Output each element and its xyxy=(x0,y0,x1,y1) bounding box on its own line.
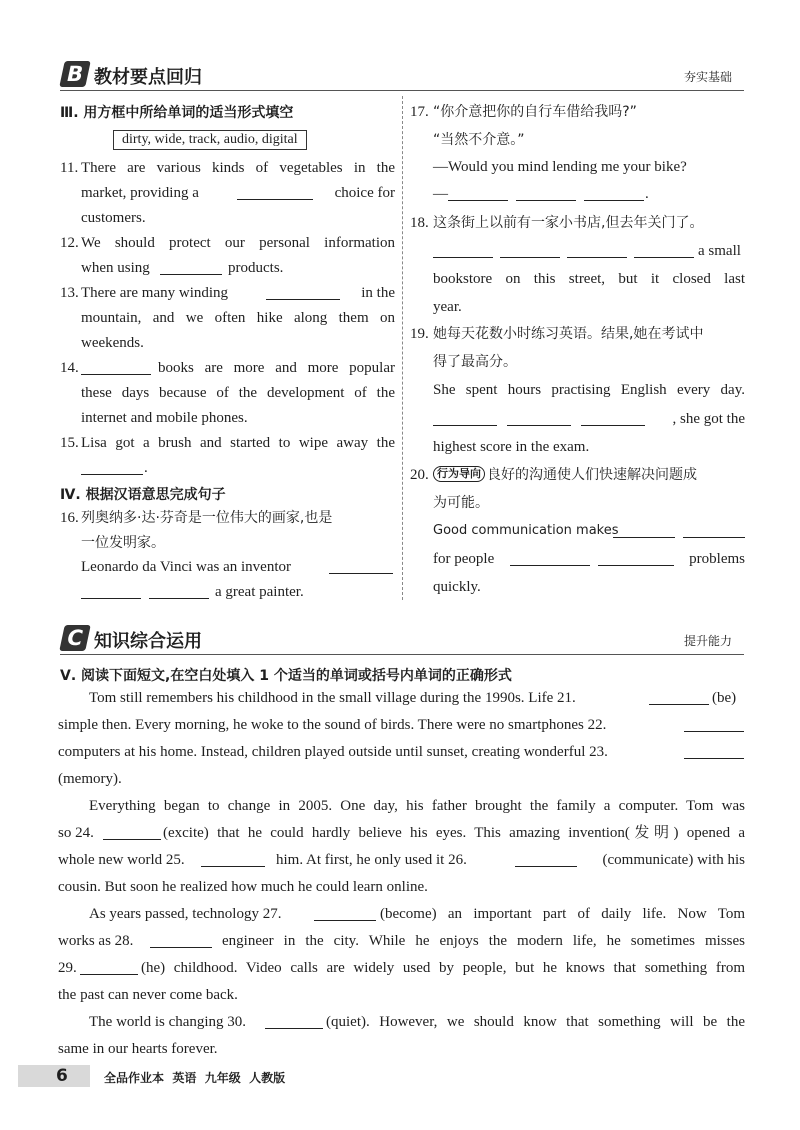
q18-blank-1[interactable] xyxy=(433,244,493,258)
q18-cn1: 这条街上以前有一家小书店,但去年关门了。 xyxy=(433,215,704,231)
p4-line1a: The world is changing 30. xyxy=(89,1014,247,1030)
q19-blank-1[interactable] xyxy=(433,412,497,426)
q14-number: 14. xyxy=(60,360,79,376)
q19-blank-2[interactable] xyxy=(507,412,571,426)
word-box: dirty, wide, track, audio, digital xyxy=(113,130,307,150)
q20-cn1-row xyxy=(433,465,697,485)
q12-number: 12. xyxy=(60,235,79,251)
blank-28[interactable] xyxy=(150,934,212,948)
q18-number: 18. xyxy=(410,215,429,231)
page-number-bar xyxy=(18,1065,90,1087)
blank-26[interactable] xyxy=(515,853,577,867)
q12-line1: We should protect our personal information xyxy=(81,235,395,251)
q20-en2a: for people xyxy=(433,551,495,567)
q11-number: 11. xyxy=(60,160,79,176)
section-c-rule xyxy=(60,654,744,655)
section-b-badge: B xyxy=(59,61,91,87)
p3-line1b: (become) an important part of daily life. Now Tom xyxy=(380,906,745,922)
q17-cn2: “当然不介意。” xyxy=(433,132,525,148)
p4-line1b: (quiet). However, we should know that something will be the xyxy=(326,1014,745,1030)
q19-en3: highest score in the exam. xyxy=(433,439,590,455)
p1-line4: (memory). xyxy=(58,771,122,787)
blank-24[interactable] xyxy=(103,826,161,840)
blank-27[interactable] xyxy=(314,907,376,921)
section-b-title: 教材要点回归 xyxy=(94,67,202,88)
p2-line3c: (communicate) with his xyxy=(602,852,745,868)
q16-cn2: 一位发明家。 xyxy=(81,535,165,551)
section-c-title: 知识综合运用 xyxy=(94,631,202,652)
q20-blank-4[interactable] xyxy=(598,552,674,566)
q17-en2b: . xyxy=(645,186,649,202)
q11-line1: There are various kinds of vegetables in the xyxy=(81,160,395,176)
q17-en2a: — xyxy=(433,186,448,202)
p2-line2a: so 24. xyxy=(58,825,94,841)
q16-cn1: 列奥纳多·达·芬奇是一位伟大的画家,也是 xyxy=(81,510,333,526)
q20-blank-2[interactable] xyxy=(683,524,745,538)
p2-line3b: him. At first, he only used it 26. xyxy=(276,852,467,868)
q11-blank[interactable] xyxy=(237,186,313,200)
p1-line3: computers at his home. Instead, children played outside until sunset, creating wonderful 23. xyxy=(58,744,608,760)
q16-en2: a great painter. xyxy=(215,584,304,600)
q17-blank-3[interactable] xyxy=(584,187,644,201)
q18-en2: bookstore on this street, but it closed last xyxy=(433,271,745,287)
blank-23[interactable] xyxy=(684,745,744,759)
q19-number: 19. xyxy=(410,326,429,342)
p3-line1a: As years passed, technology 27. xyxy=(89,906,282,922)
section-b-rule xyxy=(60,90,744,91)
q11-line2b: choice for xyxy=(334,185,395,201)
q11-line3: customers. xyxy=(81,210,146,226)
p2-line4: cousin. But soon he realized how much he could learn online. xyxy=(58,879,428,895)
q13-blank[interactable] xyxy=(266,286,340,300)
q18-blank-4[interactable] xyxy=(634,244,694,258)
q15-line1: Lisa got a brush and started to wipe away the xyxy=(81,435,395,451)
section-c-subtitle: 提升能力 xyxy=(684,634,733,648)
p3-line3b: (he) childhood. Video calls are widely used by people, but he knows that something from xyxy=(141,960,745,976)
q19-blank-3[interactable] xyxy=(581,412,645,426)
footer-text: 全品作业本 英语 九年级 人教版 xyxy=(104,1071,286,1085)
section-b-subtitle: 夯实基础 xyxy=(684,70,733,84)
q17-blank-2[interactable] xyxy=(516,187,576,201)
q17-blank-1[interactable] xyxy=(448,187,508,201)
blank-25[interactable] xyxy=(201,853,265,867)
p1-line1-hint: (be) xyxy=(712,690,737,706)
p2-line3a: whole new world 25. xyxy=(58,852,185,868)
p3-line3a: 29. xyxy=(58,960,77,976)
q20-blank-3[interactable] xyxy=(510,552,590,566)
p2-line1: Everything began to change in 2005. One day, his father brought the family a computer. Tom was xyxy=(89,798,745,814)
q14-line3: internet and mobile phones. xyxy=(81,410,248,426)
column-divider xyxy=(402,96,403,600)
q12-line2a: when using xyxy=(81,260,150,276)
q20-cn1: 良好的沟通使人们快速解决问题成 xyxy=(487,467,697,483)
p1-line2: simple then. Every morning, he woke to the sound of birds. There were no smartphones 22. xyxy=(58,717,607,733)
q16-number: 16. xyxy=(60,510,79,526)
section-c-badge: C xyxy=(59,625,91,651)
q12-blank[interactable] xyxy=(160,261,222,275)
q16-blank-3[interactable] xyxy=(149,585,209,599)
q16-en1: Leonardo da Vinci was an inventor xyxy=(81,559,292,575)
q16-blank-2[interactable] xyxy=(81,585,141,599)
q19-cn2: 得了最高分。 xyxy=(433,354,517,370)
part4-title: Ⅳ. 根据汉语意思完成句子 xyxy=(60,487,226,503)
q19-en1: She spent hours practising English every day. xyxy=(433,382,745,398)
q16-blank-1[interactable] xyxy=(329,560,393,574)
q20-cn2: 为可能。 xyxy=(433,495,489,511)
q20-en3: quickly. xyxy=(433,579,481,595)
blank-29[interactable] xyxy=(80,961,138,975)
q17-en1: —Would you mind lending me your bike? xyxy=(433,159,687,175)
q19-en2: , she got the xyxy=(672,411,745,427)
q18-en1: a small xyxy=(698,243,741,259)
p3-line4: the past can never come back. xyxy=(58,987,238,1003)
p1-line1: Tom still remembers his childhood in the small village during the 1990s. Life 21. xyxy=(89,690,576,706)
q13-number: 13. xyxy=(60,285,79,301)
q20-blank-1[interactable] xyxy=(613,524,675,538)
q18-en3: year. xyxy=(433,299,462,315)
p2-line2b: (excite) that he could hardly believe his eyes. This amazing invention(发明) opened a xyxy=(163,825,745,841)
page-number: 6 xyxy=(56,1066,68,1086)
part3-title: Ⅲ. 用方框中所给单词的适当形式填空 xyxy=(60,105,294,121)
p3-line2b: engineer in the city. While he enjoys the modern life, he sometimes misses xyxy=(222,933,745,949)
q19-cn1: 她每天花数小时练习英语。结果,她在考试中 xyxy=(433,326,704,342)
q17-number: 17. xyxy=(410,104,429,120)
q14-line2: these days because of the development of the xyxy=(81,385,395,401)
q14-blank[interactable] xyxy=(81,361,151,375)
q15-blank[interactable] xyxy=(81,461,143,475)
q18-blank-2[interactable] xyxy=(500,244,560,258)
q15-line2: . xyxy=(144,460,148,476)
blank-22[interactable] xyxy=(684,718,744,732)
q20-number: 20. xyxy=(410,467,429,483)
q20-en2b: problems xyxy=(689,551,745,567)
q13-line1a: There are many winding xyxy=(81,285,229,301)
p3-line2a: works as 28. xyxy=(58,933,134,949)
blank-21[interactable] xyxy=(649,691,709,705)
q13-line3: weekends. xyxy=(81,335,144,351)
behavior-tag: 行为导向 xyxy=(433,466,485,482)
p4-line2: same in our hearts forever. xyxy=(58,1041,218,1057)
q13-line2: mountain, and we often hike along them on xyxy=(81,310,395,326)
q11-line2a: market, providing a xyxy=(81,185,199,201)
q12-line2b: products. xyxy=(228,260,284,276)
q17-cn1: “你介意把你的自行车借给我吗?” xyxy=(433,104,637,120)
blank-30[interactable] xyxy=(265,1015,323,1029)
q20-en1: Good communication makes xyxy=(433,523,619,538)
q13-line1b: in the xyxy=(361,285,395,301)
q18-blank-3[interactable] xyxy=(567,244,627,258)
q14-line1b: books are more and more popular xyxy=(158,360,395,376)
part5-title: Ⅴ. 阅读下面短文,在空白处填入 1 个适当的单词或括号内单词的正确形式 xyxy=(60,668,512,684)
q15-number: 15. xyxy=(60,435,79,451)
